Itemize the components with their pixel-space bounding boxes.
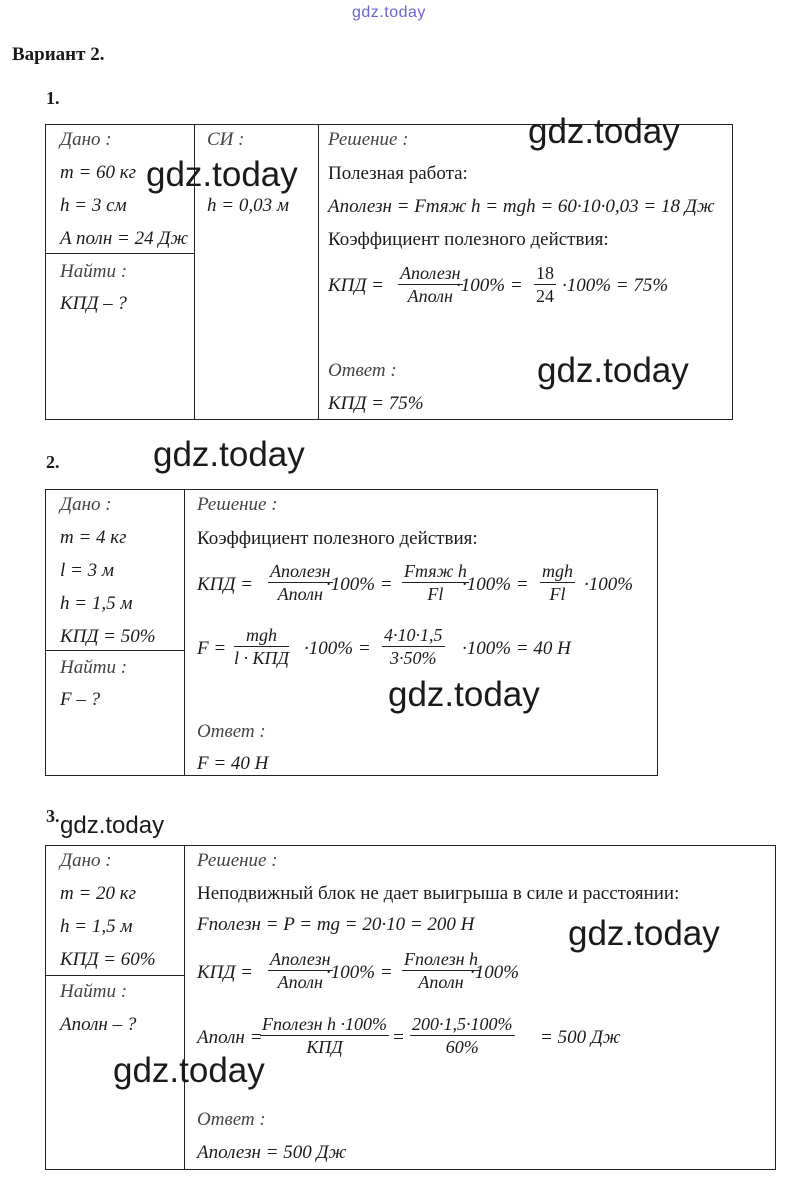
- find-label: Найти :: [60, 261, 128, 282]
- solution-label: Решение :: [197, 850, 278, 871]
- solution-line: Коэффициент полезного действия:: [197, 528, 478, 549]
- numerator: Fтяж h: [404, 561, 467, 581]
- numerator: Aполезн: [270, 949, 331, 969]
- divider: [45, 975, 185, 976]
- page-title: Вариант 2.: [12, 44, 105, 65]
- given-item: h = 1,5 м: [60, 916, 133, 937]
- formula-text: ·100%: [470, 962, 520, 983]
- solution-line: Aполезн = Fтяж h = mgh = 60·10·0,03 = 18 Дж: [328, 196, 715, 217]
- dano-label: Дано :: [60, 850, 112, 871]
- problem-number-1: 1.: [46, 88, 60, 108]
- fraction: [268, 562, 333, 603]
- solution-line: Полезная работа:: [328, 163, 468, 184]
- fraction: [260, 1015, 389, 1056]
- numerator: mgh: [542, 561, 573, 581]
- denominator: Aполн: [418, 972, 464, 992]
- formula-text: ·100% =: [326, 574, 393, 595]
- answer-value: F = 40 Н: [197, 753, 269, 774]
- solution-label: Решение :: [197, 494, 278, 515]
- divider: [318, 124, 319, 419]
- formula-text: КПД =: [197, 962, 253, 983]
- formula-text: Aполн =: [197, 1027, 263, 1048]
- numerator: Aполезн: [400, 263, 461, 283]
- divider: [45, 650, 185, 651]
- given-item: m = 60 кг: [60, 162, 137, 183]
- formula-text: ·100% =: [462, 574, 529, 595]
- formula-text: =: [392, 1027, 405, 1048]
- given-item: КПД = 50%: [60, 626, 156, 647]
- numerator: 4·10·1,5: [384, 625, 443, 645]
- numerator: mgh: [234, 626, 289, 647]
- formula-text: F =: [197, 638, 227, 659]
- given-item: l = 3 м: [60, 560, 114, 581]
- formula-text: ·100% = 75%: [562, 275, 669, 296]
- numerator: Aполезн: [270, 561, 331, 581]
- formula-text: ·100% =: [326, 962, 393, 983]
- si-label: СИ :: [207, 129, 245, 150]
- divider: [184, 845, 185, 1169]
- numerator: 18: [536, 263, 554, 283]
- fraction: [382, 626, 445, 667]
- formula-text: ·100% =: [456, 275, 523, 296]
- watermark: gdz.today: [528, 112, 680, 151]
- formula-text: = 500 Дж: [540, 1027, 621, 1048]
- given-item: h = 3 см: [60, 195, 127, 216]
- watermark: gdz.today: [537, 351, 689, 390]
- denominator: КПД: [306, 1037, 343, 1057]
- numerator: Fполезн h: [404, 949, 479, 969]
- answer-value: КПД = 75%: [328, 393, 424, 414]
- answer-value: Aполезн = 500 Дж: [197, 1142, 347, 1163]
- fraction: [268, 950, 333, 991]
- divider: [45, 253, 195, 254]
- given-item: A полн = 24 Дж: [60, 228, 189, 249]
- denominator: Aполн: [277, 584, 323, 604]
- find-label: Найти :: [60, 657, 128, 678]
- solution-line: Коэффициент полезного действия:: [328, 229, 609, 250]
- fraction: [534, 264, 556, 305]
- find-item: КПД – ?: [60, 293, 127, 314]
- watermark-small: gdz.today: [352, 4, 426, 21]
- dano-label: Дано :: [60, 494, 112, 515]
- divider: [184, 489, 185, 775]
- find-item: Aполн – ?: [60, 1014, 137, 1035]
- denominator: Fl: [549, 584, 566, 604]
- answer-label: Ответ :: [197, 721, 266, 742]
- numerator: 200·1,5·100%: [412, 1014, 513, 1034]
- fraction: [398, 264, 463, 305]
- answer-label: Ответ :: [328, 360, 397, 381]
- denominator: 3·50%: [390, 648, 437, 668]
- find-label: Найти :: [60, 981, 128, 1002]
- formula-text: КПД =: [328, 275, 384, 296]
- watermark: gdz.today: [60, 812, 165, 839]
- find-item: F – ?: [60, 689, 101, 710]
- watermark: gdz.today: [153, 435, 305, 474]
- formula-text: ·100%: [584, 574, 634, 595]
- watermark: gdz.today: [568, 914, 720, 953]
- solution-line: Fполезн = P = mg = 20·10 = 200 Н: [197, 914, 475, 935]
- fraction: [410, 1015, 515, 1056]
- denominator: l · КПД: [234, 648, 289, 668]
- fraction: [234, 626, 289, 667]
- formula-text: ·100% =: [304, 638, 371, 659]
- formula-text: ·100% = 40 Н: [462, 638, 571, 659]
- watermark: gdz.today: [146, 155, 298, 194]
- solution-label: Решение :: [328, 129, 409, 150]
- denominator: Aполн: [407, 286, 453, 306]
- fraction: [402, 950, 480, 991]
- denominator: Fl: [427, 584, 444, 604]
- denominator: 24: [536, 286, 554, 306]
- denominator: Aполн: [277, 972, 323, 992]
- si-item: h = 0,03 м: [207, 195, 289, 216]
- dano-label: Дано :: [60, 129, 112, 150]
- numerator: Fполезн h ·100%: [262, 1014, 388, 1034]
- fraction: [402, 562, 469, 603]
- watermark: gdz.today: [388, 675, 540, 714]
- watermark: gdz.today: [113, 1051, 265, 1090]
- given-item: h = 1,5 м: [60, 593, 133, 614]
- fraction: [540, 562, 575, 603]
- denominator: 60%: [445, 1037, 479, 1057]
- problem-number-3: 3.: [46, 806, 60, 826]
- solution-line: Неподвижный блок не дает выигрыша в силе и расстоянии:: [197, 883, 680, 904]
- given-item: КПД = 60%: [60, 949, 156, 970]
- answer-label: Ответ :: [197, 1109, 266, 1130]
- problem-number-2: 2.: [46, 452, 60, 472]
- given-item: m = 4 кг: [60, 527, 127, 548]
- formula-text: КПД =: [197, 574, 253, 595]
- given-item: m = 20 кг: [60, 883, 137, 904]
